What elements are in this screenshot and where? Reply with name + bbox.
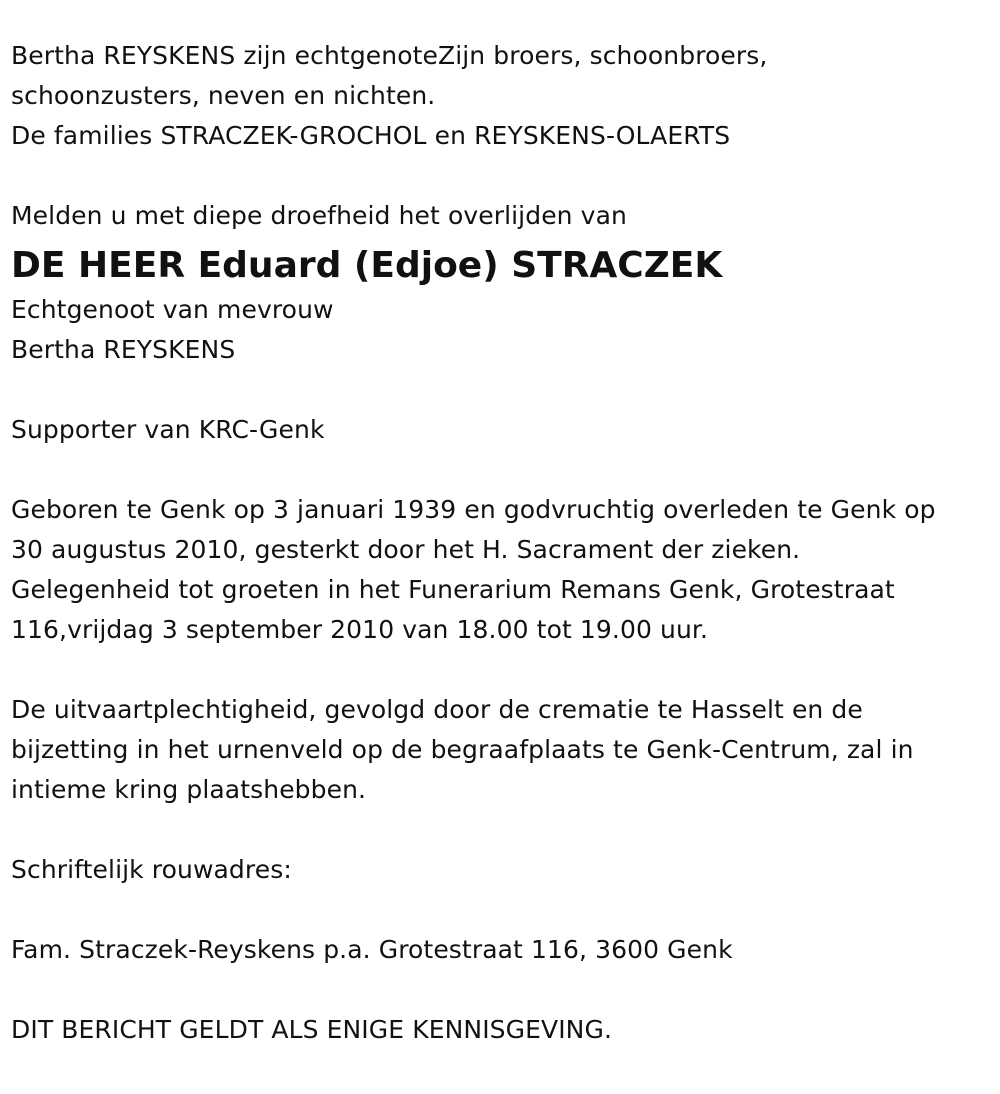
ceremony-line: bijzetting in het urnenveld op de begraafplaats te Genk-Centrum, zal in <box>11 735 914 764</box>
spouse-line: Echtgenoot van mevrouw <box>11 295 334 324</box>
details-line: Geboren te Genk op 3 januari 1939 en godvruchtig overleden te Genk op <box>11 495 936 524</box>
spacer <box>11 156 1000 196</box>
ceremony-line: intieme kring plaatshebben. <box>11 775 367 804</box>
notice-text: DIT BERICHT GELDT ALS ENIGE KENNISGEVING. <box>11 1015 612 1044</box>
spouse-line: Bertha REYSKENS <box>11 335 236 364</box>
spacer <box>11 810 1000 850</box>
address-value: Fam. Straczek-Reyskens p.a. Grotestraat 116, 3600 Genk <box>11 935 733 964</box>
details-line: 30 augustus 2010, gesterkt door het H. Sacrament der zieken. <box>11 535 801 564</box>
spacer <box>11 450 1000 490</box>
intro-line: Bertha REYSKENS zijn echtgenoteZijn broers, schoonbroers, <box>11 41 768 70</box>
deceased-name: DE HEER Eduard (Edjoe) STRACZEK <box>11 245 723 286</box>
ceremony-section <box>11 690 1000 810</box>
intro-line: schoonzusters, neven en nichten. <box>11 81 436 110</box>
spacer <box>11 650 1000 690</box>
spacer <box>11 970 1000 1010</box>
intro-line: De families STRACZEK-GROCHOL en REYSKENS-OLAERTS <box>11 121 731 150</box>
details-line: 116,vrijdag 3 september 2010 van 18.00 tot 19.00 uur. <box>11 615 709 644</box>
ceremony-line: De uitvaartplechtigheid, gevolgd door de crematie te Hasselt en de <box>11 695 863 724</box>
intro-section <box>11 36 1000 156</box>
address-label: Schriftelijk rouwadres: <box>11 855 292 884</box>
supporter-text: Supporter van KRC-Genk <box>11 415 325 444</box>
spacer <box>11 370 1000 410</box>
details-section <box>11 490 1000 650</box>
spacer <box>11 890 1000 930</box>
details-line: Gelegenheid tot groeten in het Funerarium Remans Genk, Grotestraat <box>11 575 895 604</box>
announcement-text: Melden u met diepe droefheid het overlijden van <box>11 201 627 230</box>
